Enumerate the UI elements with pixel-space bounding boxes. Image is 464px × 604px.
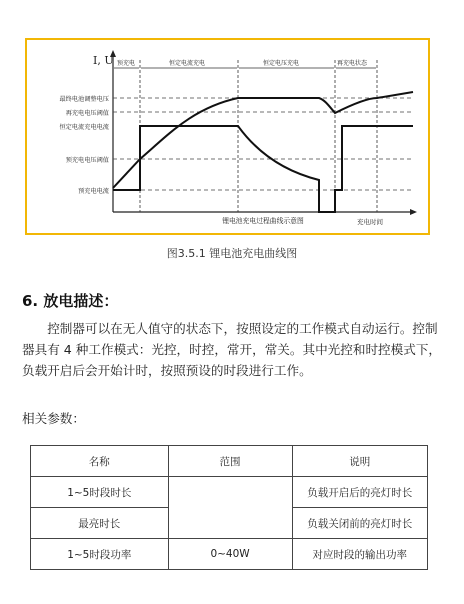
figure-inner-title: 锂电池充电过程曲线示意图 <box>222 217 304 225</box>
x-axis-label: 充电时间 <box>357 218 383 226</box>
y-axis-label: I, U <box>93 54 114 67</box>
table-cell: 负载关闭前的亮灯时长 <box>292 508 427 539</box>
table-header-name: 名称 <box>31 446 169 477</box>
level-label-final: 最终电池调整电压 <box>59 96 109 103</box>
table-row <box>31 539 428 570</box>
table-header-desc: 说明 <box>292 446 427 477</box>
voltage-curve <box>113 92 413 188</box>
table-row <box>31 477 428 508</box>
charging-curve-chart <box>27 40 428 233</box>
figure-caption: 图3.5.1 锂电池充电曲线图 <box>166 247 298 260</box>
stage-label-recharge: 再充电状态 <box>337 60 368 67</box>
x-axis-arrow <box>410 209 417 215</box>
section-title: 6. 放电描述： <box>22 292 119 310</box>
level-label-cc: 恒定电流充电电流 <box>59 124 109 131</box>
table-cell: 对应时段的输出功率 <box>292 539 427 570</box>
table-header-range: 范围 <box>168 446 292 477</box>
section-paragraph <box>22 318 442 381</box>
charging-curve-figure <box>25 38 430 235</box>
table-cell: 最亮时长 <box>31 508 169 539</box>
table-cell: 1~5时段时长 <box>31 477 169 508</box>
stage-label-cv: 恒定电压充电 <box>263 60 300 67</box>
param-title: 相关参数： <box>22 411 85 426</box>
params-table <box>30 445 428 570</box>
table-header-row <box>31 446 428 477</box>
paragraph-text: 控制器可以在无人值守的状态下，按照设定的工作模式自动运行。控制器具有 4 种工作模式：光控，时控，常开，常关。其中光控和时控模式下，负载开启后会开始计时，按照预设的时段进行工作。 <box>22 321 442 378</box>
stage-label-cc: 恒定电流充电 <box>169 60 206 67</box>
table-cell: 0~40W <box>168 539 292 570</box>
table-cell <box>168 477 292 539</box>
table-cell: 负载开启后的亮灯时长 <box>292 477 427 508</box>
level-label-pre-current: 预充电电流 <box>78 188 109 195</box>
current-curve <box>113 126 413 212</box>
table-cell: 1~5时段功率 <box>31 539 169 570</box>
level-label-recharge: 再充电电压阈值 <box>65 110 109 117</box>
level-label-pre-threshold: 预充电电压阈值 <box>65 157 109 164</box>
stage-label-precharge: 预充电 <box>117 60 136 67</box>
